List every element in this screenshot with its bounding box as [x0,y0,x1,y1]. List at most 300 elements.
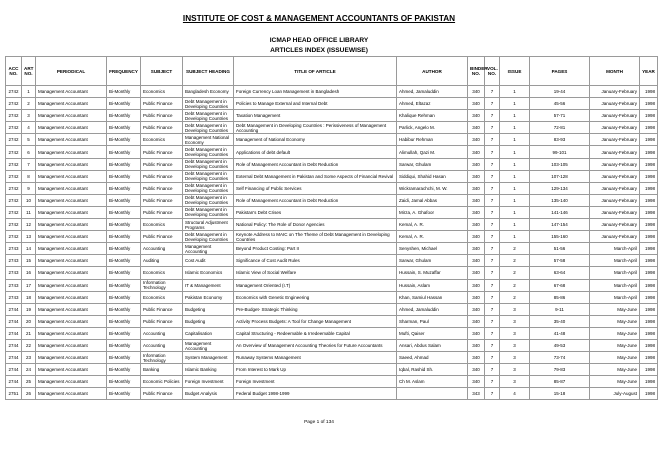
col-header-binder-no: BINDER NO. [468,57,485,86]
cell-art-no: 26 [22,388,36,400]
cell-frequency: Bi-Monthly [107,315,141,327]
cell-subject-heading: System Management [183,352,234,364]
cell-frequency: Bi-Monthly [107,291,141,303]
cell-title: Beyond Product Costing: Part II [234,243,397,255]
cell-month: March-April [590,267,640,279]
cell-vol-no: 7 [485,376,500,388]
cell-vol-no: 7 [485,315,500,327]
cell-art-no: 7 [22,158,36,170]
cell-month: March-April [590,255,640,267]
cell-month: January-February [590,122,640,134]
cell-issue: 3 [500,339,530,351]
table-row [6,327,658,339]
cell-vol-no: 7 [485,255,500,267]
cell-periodical: Management Accountant [36,352,107,364]
cell-year: 1998 [640,194,658,206]
cell-subject-heading: Cost Audit [183,255,234,267]
cell-subject-heading: Budget Analysis [183,388,234,400]
cell-issue: 1 [500,182,530,194]
cell-art-no: 25 [22,376,36,388]
cell-binder-no: 340 [468,267,485,279]
cell-subject: Accounting [141,243,183,255]
cell-author: Kemal, A. R. [397,231,468,243]
cell-pages: 85-86 [530,291,590,303]
cell-subject-heading: Debt Management in Developing Countries [183,170,234,182]
cell-author [397,388,468,400]
cell-year: 1998 [640,231,658,243]
cell-binder-no: 340 [468,315,485,327]
cell-frequency: Bi-Monthly [107,98,141,110]
cell-year: 1998 [640,279,658,291]
cell-acc-no: 2742 [6,219,22,231]
cell-title: Taxation Management [234,110,397,122]
cell-art-no: 6 [22,146,36,158]
cell-periodical: Management Accountant [36,98,107,110]
cell-year: 1998 [640,303,658,315]
cell-art-no: 12 [22,219,36,231]
cell-title: Pre-Budget- Strategic Thinking [234,303,397,315]
cell-month: January-February [590,182,640,194]
cell-acc-no: 2742 [6,110,22,122]
cell-pages: 57-58 [530,255,590,267]
cell-pages: 135-140 [530,194,590,206]
cell-periodical: Management Accountant [36,158,107,170]
cell-month: January-February [590,194,640,206]
cell-author: Hussain, S. Muzaffar [397,267,468,279]
cell-subject: Accounting [141,339,183,351]
cell-vol-no: 7 [485,303,500,315]
cell-author: Sarwar, Ghulam [397,158,468,170]
cell-year: 1998 [640,182,658,194]
cell-subject: Public Finance [141,206,183,218]
cell-binder-no: 340 [468,86,485,98]
cell-periodical: Management Accountant [36,376,107,388]
cell-title: From Interest to Mark Up [234,364,397,376]
cell-vol-no: 7 [485,182,500,194]
cell-frequency: Bi-Monthly [107,110,141,122]
cell-periodical: Management Accountant [36,279,107,291]
cell-pages: 45-56 [530,98,590,110]
cell-issue: 3 [500,352,530,364]
cell-subject: Public Finance [141,146,183,158]
cell-issue: 2 [500,255,530,267]
cell-pages: 73-74 [530,352,590,364]
cell-vol-no: 7 [485,110,500,122]
table-row [6,339,658,351]
cell-title: Role of Management Accountant in Debt Reduction [234,194,397,206]
table-row [6,170,658,182]
cell-frequency: Bi-Monthly [107,303,141,315]
cell-frequency: Bi-Monthly [107,388,141,400]
cell-frequency: Bi-Monthly [107,352,141,364]
cell-art-no: 19 [22,303,36,315]
cell-binder-no: 340 [468,352,485,364]
cell-frequency: Bi-Monthly [107,339,141,351]
cell-subject-heading: IT & Management [183,279,234,291]
cell-issue: 1 [500,194,530,206]
cell-periodical: Management Accountant [36,170,107,182]
cell-issue: 1 [500,231,530,243]
cell-subject: Public Finance [141,388,183,400]
cell-binder-no: 340 [468,182,485,194]
cell-subject-heading: Debt Management in Developing Countries [183,110,234,122]
cell-issue: 3 [500,315,530,327]
cell-vol-no: 7 [485,158,500,170]
cell-author: Ahmed, Eltazaz [397,98,468,110]
cell-vol-no: 7 [485,206,500,218]
cell-binder-no: 340 [468,98,485,110]
cell-month: January-February [590,86,640,98]
cell-subject: Public Finance [141,182,183,194]
cell-author: Senyshen, Michael [397,243,468,255]
cell-month: May-June [590,376,640,388]
cell-issue: 2 [500,267,530,279]
cell-art-no: 9 [22,182,36,194]
cell-month: July-August [590,388,640,400]
cell-month: March-April [590,279,640,291]
cell-acc-no: 2742 [6,134,22,146]
cell-binder-no: 340 [468,364,485,376]
cell-pages: 147-154 [530,219,590,231]
cell-binder-no: 340 [468,206,485,218]
cell-binder-no: 340 [468,255,485,267]
cell-subject-heading: Pakistan Economy [183,291,234,303]
cell-year: 1998 [640,146,658,158]
cell-subject-heading: Foreign Investment [183,376,234,388]
table-row [6,182,658,194]
cell-year: 1998 [640,170,658,182]
col-header-year: YEAR [640,57,658,86]
cell-subject: Accounting [141,327,183,339]
cell-periodical: Management Accountant [36,194,107,206]
cell-vol-no: 7 [485,327,500,339]
cell-pages: 155-160 [530,231,590,243]
cell-pages: 83-93 [530,134,590,146]
cell-acc-no: 2742 [6,146,22,158]
cell-title: Applications of debt default [234,146,397,158]
cell-year: 1998 [640,158,658,170]
table-row [6,303,658,315]
cell-frequency: Bi-Monthly [107,267,141,279]
cell-author: Khan, Samiul Hassan [397,291,468,303]
cell-periodical: Management Accountant [36,110,107,122]
cell-subject: Public Finance [141,110,183,122]
cell-title: Federal Budget 1998-1999 [234,388,397,400]
cell-title: Activity Process Budgets: A Tool for Change Management [234,315,397,327]
cell-pages: 99-101 [530,146,590,158]
cell-year: 1998 [640,243,658,255]
cell-binder-no: 340 [468,291,485,303]
cell-author: Zaidi, Jamal Abbas [397,194,468,206]
cell-art-no: 16 [22,267,36,279]
cell-subject: Public Finance [141,170,183,182]
col-header-issue: ISSUE [500,57,530,86]
cell-subject: Economics [141,267,183,279]
cell-binder-no: 340 [468,122,485,134]
cell-subject: Economics [141,134,183,146]
cell-art-no: 23 [22,352,36,364]
cell-binder-no: 340 [468,170,485,182]
cell-acc-no: 2742 [6,231,22,243]
cell-subject: Information Technology [141,279,183,291]
cell-subject-heading: Structural Adjustment Programs [183,219,234,231]
cell-periodical: Management Accountant [36,364,107,376]
table-row [6,267,658,279]
col-header-pages: PAGES [530,57,590,86]
col-header-month: MONTH [590,57,640,86]
cell-binder-no: 340 [468,279,485,291]
table-row [6,146,658,158]
cell-pages: 79-83 [530,364,590,376]
cell-year: 1998 [640,122,658,134]
cell-subject: Public Finance [141,158,183,170]
cell-title: Foreign Currency Loan Management in Bangladesh [234,86,397,98]
cell-subject: Public Finance [141,194,183,206]
cell-issue: 1 [500,219,530,231]
cell-subject: Economic Policies [141,376,183,388]
table-row [6,219,658,231]
cell-month: May-June [590,327,640,339]
cell-frequency: Bi-Monthly [107,255,141,267]
cell-subject-heading: Islamic Banking [183,364,234,376]
cell-acc-no: 2742 [6,194,22,206]
cell-issue: 2 [500,243,530,255]
cell-vol-no: 7 [485,194,500,206]
cell-subject-heading: Islamic Economics [183,267,234,279]
cell-art-no: 18 [22,291,36,303]
cell-vol-no: 7 [485,86,500,98]
table-row [6,134,658,146]
cell-acc-no: 2744 [6,352,22,364]
cell-periodical: Management Accountant [36,134,107,146]
cell-periodical: Management Accountant [36,291,107,303]
cell-binder-no: 343 [468,388,485,400]
cell-month: March-April [590,291,640,303]
cell-issue: 3 [500,303,530,315]
cell-year: 1998 [640,219,658,231]
col-header-author: AUTHOR [397,57,468,86]
cell-vol-no: 7 [485,231,500,243]
cell-frequency: Bi-Monthly [107,206,141,218]
cell-subject: Information Technology [141,352,183,364]
cell-year: 1998 [640,134,658,146]
cell-year: 1998 [640,86,658,98]
col-header-acc-no: ACC NO. [6,57,22,86]
col-header-title: TITLE OF ARTICLE [234,57,397,86]
cell-issue: 1 [500,86,530,98]
cell-pages: 51-56 [530,243,590,255]
cell-acc-no: 2743 [6,255,22,267]
cell-subject-heading: Management National Economy [183,134,234,146]
cell-binder-no: 340 [468,219,485,231]
cell-author: Iqbal, Rashid Sh. [397,364,468,376]
cell-frequency: Bi-Monthly [107,231,141,243]
cell-acc-no: 2743 [6,279,22,291]
cell-acc-no: 2743 [6,267,22,279]
cell-vol-no: 7 [485,291,500,303]
cell-month: January-February [590,158,640,170]
cell-year: 1998 [640,206,658,218]
cell-periodical: Management Accountant [36,206,107,218]
cell-periodical: Management Accountant [36,255,107,267]
cell-subject: Auditing [141,255,183,267]
cell-issue: 4 [500,388,530,400]
cell-frequency: Bi-Monthly [107,170,141,182]
cell-periodical: Management Accountant [36,86,107,98]
cell-binder-no: 340 [468,194,485,206]
cell-frequency: Bi-Monthly [107,376,141,388]
cell-issue: 1 [500,206,530,218]
cell-pages: 35-40 [530,315,590,327]
table-row [6,110,658,122]
cell-pages: 141-146 [530,206,590,218]
col-header-frequency: FREQUENCY [107,57,141,86]
cell-art-no: 3 [22,110,36,122]
cell-vol-no: 7 [485,219,500,231]
library-name: ICMAP HEAD OFFICE LIBRARY [269,37,369,44]
cell-binder-no: 340 [468,327,485,339]
cell-issue: 3 [500,327,530,339]
cell-binder-no: 340 [468,339,485,351]
cell-art-no: 10 [22,194,36,206]
cell-issue: 3 [500,364,530,376]
cell-art-no: 1 [22,86,36,98]
cell-frequency: Bi-Monthly [107,122,141,134]
cell-year: 1998 [640,352,658,364]
cell-month: January-February [590,98,640,110]
cell-month: January-February [590,134,640,146]
col-header-periodical: PERIODICAL [36,57,107,86]
cell-title: Islamic View of Social Welfare [234,267,397,279]
cell-pages: 103-105 [530,158,590,170]
cell-periodical: Management Accountant [36,303,107,315]
cell-art-no: 13 [22,231,36,243]
cell-binder-no: 340 [468,134,485,146]
cell-month: May-June [590,364,640,376]
cell-frequency: Bi-Monthly [107,158,141,170]
cell-subject-heading: Debt Management in Developing Countries [183,146,234,158]
cell-frequency: Bi-Monthly [107,364,141,376]
cell-pages: 67-68 [530,279,590,291]
cell-year: 1998 [640,267,658,279]
table-row [6,255,658,267]
cell-month: January-February [590,110,640,122]
cell-binder-no: 340 [468,303,485,315]
cell-vol-no: 7 [485,170,500,182]
cell-pages: 107-128 [530,170,590,182]
cell-acc-no: 2743 [6,243,22,255]
cell-acc-no: 2744 [6,364,22,376]
cell-vol-no: 7 [485,364,500,376]
page-title: INSTITUTE OF COST & MANAGEMENT ACCOUNTANTS OF PAKISTAN [182,14,456,23]
cell-periodical: Management Accountant [36,339,107,351]
cell-author: Parlick, Angelo M. [397,122,468,134]
cell-subject: Public Finance [141,303,183,315]
cell-art-no: 21 [22,327,36,339]
cell-vol-no: 7 [485,388,500,400]
cell-title: Keynote Address to MAIC on The Theme of Debt Management in Developing Countries [234,231,397,243]
cell-vol-no: 7 [485,279,500,291]
cell-title: Pakistan's Debt Crises [234,206,397,218]
cell-art-no: 20 [22,315,36,327]
page-number: Page 1 of 134 [304,420,334,425]
cell-subject-heading: Debt Management in Developing Countries [183,122,234,134]
cell-periodical: Management Accountant [36,231,107,243]
cell-month: January-February [590,206,640,218]
cell-acc-no: 2742 [6,122,22,134]
cell-art-no: 5 [22,134,36,146]
cell-month: January-February [590,146,640,158]
table-row [6,243,658,255]
cell-subject-heading: Debt Management in Developing Countries [183,231,234,243]
table-row [6,315,658,327]
cell-subject: Public Finance [141,98,183,110]
cell-periodical: Management Accountant [36,219,107,231]
table-row [6,122,658,134]
cell-month: March-April [590,243,640,255]
cell-subject: Public Finance [141,231,183,243]
cell-binder-no: 340 [468,146,485,158]
cell-month: May-June [590,352,640,364]
cell-binder-no: 340 [468,376,485,388]
index-title: ARTICLES INDEX (ISSUEWISE) [270,47,368,54]
cell-issue: 1 [500,146,530,158]
cell-binder-no: 340 [468,231,485,243]
cell-month: May-June [590,339,640,351]
cell-pages: 63-64 [530,267,590,279]
cell-author: Mufti, Qaiser [397,327,468,339]
cell-pages: 72-81 [530,122,590,134]
cell-title: Self Financing of Public Services [234,182,397,194]
cell-author: Kemal, A. R. [397,219,468,231]
cell-author: Ansari, Abdus Salam [397,339,468,351]
table-row [6,231,658,243]
cell-art-no: 4 [22,122,36,134]
cell-issue: 1 [500,170,530,182]
cell-acc-no: 2742 [6,158,22,170]
cell-issue: 1 [500,110,530,122]
cell-acc-no: 2751 [6,388,22,400]
cell-pages: 9-11 [530,303,590,315]
cell-subject: Public Finance [141,122,183,134]
cell-acc-no: 2742 [6,98,22,110]
cell-frequency: Bi-Monthly [107,327,141,339]
cell-art-no: 11 [22,206,36,218]
cell-periodical: Management Accountant [36,122,107,134]
cell-vol-no: 7 [485,98,500,110]
cell-year: 1998 [640,291,658,303]
cell-title: Management of National Economy [234,134,397,146]
cell-issue: 3 [500,376,530,388]
cell-periodical: Management Accountant [36,182,107,194]
cell-author: Habibur Rehman [397,134,468,146]
cell-subject: Economics [141,219,183,231]
cell-title: Role of Management Accountant in Debt Reduction [234,158,397,170]
col-header-subject: SUBJECT [141,57,183,86]
cell-art-no: 8 [22,170,36,182]
cell-subject: Economics [141,291,183,303]
cell-title: Policies to Manage External and Internal Debt [234,98,397,110]
cell-subject-heading: Debt Management in Developing Countries [183,206,234,218]
cell-issue: 1 [500,134,530,146]
cell-author: Mirza, A. Ghafoor [397,206,468,218]
cell-art-no: 15 [22,255,36,267]
cell-subject-heading: Debt Management in Developing Countries [183,182,234,194]
cell-periodical: Management Accountant [36,243,107,255]
cell-author: Ahmed, Jamaluddin [397,303,468,315]
cell-vol-no: 7 [485,146,500,158]
cell-pages: 85-87 [530,376,590,388]
